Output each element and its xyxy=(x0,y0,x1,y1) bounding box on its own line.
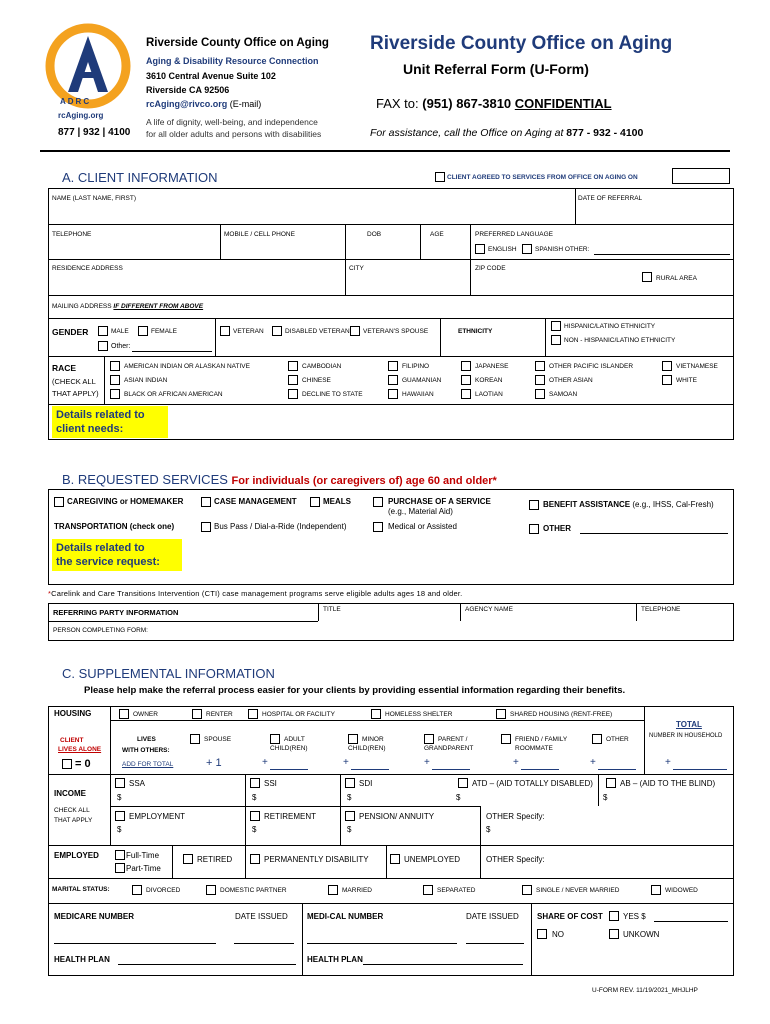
vietnamese-label: VIETNAMESE xyxy=(676,363,718,370)
retired-checkbox[interactable] xyxy=(183,854,193,864)
section-c-subtitle: Please help make the referral process easier for your clients by providing essential information regarding their benefits. xyxy=(84,685,626,696)
share-cost-label: SHARE OF COST xyxy=(537,912,603,921)
non-hispanic-label: NON - HISPANIC/LATINO ETHNICITY xyxy=(564,337,676,344)
header-divider xyxy=(40,150,730,152)
filipino-checkbox[interactable] xyxy=(388,361,398,371)
bus-pass-label: Bus Pass / Dial-a-Ride (Independent) xyxy=(214,522,347,531)
plus-minor: + xyxy=(343,757,349,768)
cambodian-checkbox[interactable] xyxy=(288,361,298,371)
female-checkbox[interactable] xyxy=(138,326,148,336)
amer-indian-checkbox[interactable] xyxy=(110,361,120,371)
decline-checkbox[interactable] xyxy=(288,389,298,399)
housing-label: HOUSING xyxy=(54,709,92,718)
title-col-label: TITLE xyxy=(323,606,341,613)
rural-label: RURAL AREA xyxy=(656,275,697,282)
friend-label: FRIEND / FAMILY xyxy=(515,736,568,743)
agency-label: AGENCY NAME xyxy=(465,606,513,613)
adult-label: ADULT xyxy=(284,736,305,743)
owner-label: OWNER xyxy=(133,711,158,718)
add-for-total-label: ADD FOR TOTAL xyxy=(122,761,174,768)
agreed-label: CLIENT AGREED TO SERVICES FROM OFFICE ON AGING ON xyxy=(447,174,638,181)
email-line: rcAging@rivco.org (E-mail) xyxy=(146,99,262,109)
benefit-checkbox[interactable] xyxy=(529,500,539,510)
date-referral-label: DATE OF REFERRAL xyxy=(578,195,643,202)
retirement-dollar: $ xyxy=(252,825,257,834)
income-other-dollar: $ xyxy=(486,825,491,834)
english-checkbox[interactable] xyxy=(475,244,485,254)
case-mgmt-label: CASE MANAGEMENT xyxy=(214,497,297,506)
health-plan-2-label: HEALTH PLAN xyxy=(307,955,363,964)
black-checkbox[interactable] xyxy=(110,389,120,399)
telephone-label: TELEPHONE xyxy=(52,231,92,238)
rural-checkbox[interactable] xyxy=(642,272,652,282)
soc-no-label: NO xyxy=(552,930,564,939)
city-label: CITY xyxy=(349,265,364,272)
meals-label: MEALS xyxy=(323,497,351,506)
number-household-label: NUMBER IN HOUSEHOLD xyxy=(649,733,723,739)
black-label: BLACK OR AFRICAN AMERICAN xyxy=(124,391,223,398)
race-check-all: (CHECK ALL xyxy=(52,377,96,386)
samoan-label: SAMOAN xyxy=(549,391,578,398)
address-line2: Riverside CA 92506 xyxy=(146,85,230,95)
disabled-veteran-checkbox[interactable] xyxy=(272,326,282,336)
renter-checkbox[interactable] xyxy=(192,709,202,719)
other-household-checkbox[interactable] xyxy=(592,734,602,744)
income-check-all: CHECK ALL xyxy=(54,807,90,814)
medical-assisted-checkbox[interactable] xyxy=(373,522,383,532)
mobile-label: MOBILE / CELL PHONE xyxy=(224,231,295,238)
soc-unknown-checkbox[interactable] xyxy=(609,929,619,939)
separated-label: SEPARATED xyxy=(437,887,476,894)
veterans-spouse-checkbox[interactable] xyxy=(350,326,360,336)
medi-cal-date-label: DATE ISSUED xyxy=(466,912,519,921)
service-request-input[interactable] xyxy=(186,541,730,581)
domestic-checkbox[interactable] xyxy=(206,885,216,895)
date-referral-input[interactable] xyxy=(578,206,728,222)
client-label: CLIENT xyxy=(60,737,84,744)
income-that-apply: THAT APPLY xyxy=(54,817,93,824)
soc-no-checkbox[interactable] xyxy=(537,929,547,939)
client-table xyxy=(48,188,734,440)
agreed-date-field[interactable] xyxy=(672,168,730,184)
plus-other: + xyxy=(590,757,596,768)
atd-label: ATD – (AID TOTALLY DISABLED) xyxy=(472,779,593,788)
hospital-checkbox[interactable] xyxy=(248,709,258,719)
widowed-label: WIDOWED xyxy=(665,887,698,894)
soc-yes-checkbox[interactable] xyxy=(609,911,619,921)
other-household-label: OTHER xyxy=(606,736,629,743)
zip-label: ZIP CODE xyxy=(475,265,506,272)
homeless-label: HOMELESS SHELTER xyxy=(385,711,453,718)
adult-children-label: CHILD(REN) xyxy=(270,745,308,752)
parent-checkbox[interactable] xyxy=(424,734,434,744)
cambodian-label: CAMBODIAN xyxy=(302,363,342,370)
adult-children-checkbox[interactable] xyxy=(270,734,280,744)
male-checkbox[interactable] xyxy=(98,326,108,336)
logo-web: rcAging.org xyxy=(58,111,104,120)
caregiving-checkbox[interactable] xyxy=(54,497,64,507)
laotian-checkbox[interactable] xyxy=(461,389,471,399)
veteran-checkbox[interactable] xyxy=(220,326,230,336)
ssi-checkbox[interactable] xyxy=(250,778,260,788)
other-pacific-checkbox[interactable] xyxy=(535,361,545,371)
plus-adult: + xyxy=(262,757,268,768)
eq-zero: = 0 xyxy=(75,758,91,770)
caregiving-label: CAREGIVING or HOMEMAKER xyxy=(67,497,184,506)
medicare-date-label: DATE ISSUED xyxy=(235,912,288,921)
ssi-label: SSI xyxy=(264,779,277,788)
employed-label: EMPLOYED xyxy=(54,851,99,860)
age-label: AGE xyxy=(430,231,444,238)
logo-text: ADRC xyxy=(60,97,92,106)
sdi-label: SDI xyxy=(359,779,373,788)
ab-label: AB – (AID TO THE BLIND) xyxy=(620,779,716,788)
referring-telephone-label: TELEPHONE xyxy=(641,606,681,613)
fax-line: FAX to: (951) 867-3810 CONFIDENTIAL xyxy=(376,96,612,111)
org-sub: Aging & Disability Resource Connection xyxy=(146,56,319,66)
purchase-label: PURCHASE OF A SERVICE xyxy=(388,497,491,506)
atd-checkbox[interactable] xyxy=(458,778,468,788)
minor-children-checkbox[interactable] xyxy=(348,734,358,744)
employed-other-label: OTHER Specify: xyxy=(486,855,545,864)
disabled-veteran-label: DISABLED VETERAN xyxy=(285,328,350,335)
asian-indian-label: ASIAN INDIAN xyxy=(124,377,168,384)
married-label: MARRIED xyxy=(342,887,372,894)
revision-footer: U-FORM REV. 11/19/2021_MHJLHP xyxy=(592,987,698,994)
gender-label: GENDER xyxy=(52,327,89,337)
section-c-title: C. SUPPLEMENTAL INFORMATION xyxy=(62,666,275,681)
section-b-title: B. REQUESTED SERVICES For individuals (or caregivers of) age 60 and older* xyxy=(62,472,497,487)
spanish-other-label: SPANISH OTHER: xyxy=(535,246,590,253)
retirement-checkbox[interactable] xyxy=(250,811,260,821)
chinese-label: CHINESE xyxy=(302,377,331,384)
japanese-label: JAPANESE xyxy=(475,363,509,370)
roommate-label: ROOMMATE xyxy=(515,745,553,752)
residence-label: RESIDENCE ADDRESS xyxy=(52,265,123,272)
meals-checkbox[interactable] xyxy=(310,497,320,507)
spanish-checkbox[interactable] xyxy=(522,244,532,254)
lives-alone-checkbox[interactable] xyxy=(62,759,72,769)
hawaiian-checkbox[interactable] xyxy=(388,389,398,399)
total-label: TOTAL xyxy=(676,720,702,729)
grandparent-label: GRANDPARENT xyxy=(424,745,474,752)
form-subtitle: Unit Referral Form (U-Form) xyxy=(403,61,589,77)
decline-label: DECLINE TO STATE xyxy=(302,391,363,398)
vietnamese-checkbox[interactable] xyxy=(662,361,672,371)
laotian-label: LAOTIAN xyxy=(475,391,503,398)
ethnicity-label: ETHNICITY xyxy=(458,328,493,335)
korean-label: KOREAN xyxy=(475,377,503,384)
domestic-label: DOMESTIC PARTNER xyxy=(220,887,287,894)
carelink-note: *Carelink and Care Transitions Intervention (CTI) case management programs serve eligible adults ages 18 and older. xyxy=(48,589,463,598)
soc-yes-label: YES $ xyxy=(623,912,646,921)
name-label: NAME (LAST NAME, FIRST) xyxy=(52,195,137,202)
korean-checkbox[interactable] xyxy=(461,375,471,385)
parent-label: PARENT / xyxy=(438,736,468,743)
lives-alone-label: LIVES ALONE xyxy=(58,746,102,753)
lives-label: LIVES xyxy=(137,736,156,743)
full-time-checkbox[interactable] xyxy=(115,850,125,860)
dob-label: DOB xyxy=(367,231,382,238)
org-name: Riverside County Office on Aging xyxy=(146,37,329,49)
income-other-label: OTHER Specify: xyxy=(486,812,545,821)
person-completing-label: PERSON COMPLETING FORM: xyxy=(53,627,148,634)
plus-total: + xyxy=(665,757,671,768)
income-label: INCOME xyxy=(54,789,86,798)
plus-parent: + xyxy=(424,757,430,768)
unemployed-label: UNEMPLOYED xyxy=(404,855,461,864)
non-hispanic-checkbox[interactable] xyxy=(551,335,561,345)
asian-indian-checkbox[interactable] xyxy=(110,375,120,385)
employment-dollar: $ xyxy=(117,825,122,834)
homeless-checkbox[interactable] xyxy=(371,709,381,719)
client-needs-input[interactable] xyxy=(172,408,730,438)
renter-label: RENTER xyxy=(206,711,233,718)
minor-children-label: CHILD(REN) xyxy=(348,745,386,752)
unemployed-checkbox[interactable] xyxy=(390,854,400,864)
married-checkbox[interactable] xyxy=(328,885,338,895)
part-time-checkbox[interactable] xyxy=(115,863,125,873)
male-label: MALE xyxy=(111,328,129,335)
tagline-2: for all older adults and persons with disabilities xyxy=(146,129,322,139)
client-needs-label: Details related to client needs: xyxy=(52,406,168,438)
agreed-checkbox[interactable] xyxy=(435,172,445,182)
pension-checkbox[interactable] xyxy=(345,811,355,821)
name-input[interactable] xyxy=(52,206,572,222)
ssa-label: SSA xyxy=(129,779,146,788)
shared-housing-label: SHARED HOUSING (RENT-FREE) xyxy=(510,711,613,718)
other-asian-checkbox[interactable] xyxy=(535,375,545,385)
service-request-label: Details related to the service request: xyxy=(52,539,182,571)
full-time-label: Full-Time xyxy=(126,851,160,860)
benefit-label: BENEFIT ASSISTANCE (e.g., IHSS, Cal-Fresh) xyxy=(543,500,714,509)
divorced-checkbox[interactable] xyxy=(132,885,142,895)
medi-cal-label: MEDI-CAL NUMBER xyxy=(307,912,384,921)
soc-unknown-label: UNKOWN xyxy=(623,930,660,939)
pension-label: PENSION/ ANNUITY xyxy=(359,812,435,821)
other-service-label: OTHER xyxy=(543,524,571,533)
single-checkbox[interactable] xyxy=(522,885,532,895)
part-time-label: Part-Time xyxy=(126,864,161,873)
ssi-dollar: $ xyxy=(252,793,257,802)
medicare-label: MEDICARE NUMBER xyxy=(54,912,134,921)
marital-label: MARITAL STATUS: xyxy=(52,886,110,893)
mailing-label: MAILING ADDRESS IF DIFFERENT FROM ABOVE xyxy=(52,303,204,310)
spouse-label: SPOUSE xyxy=(204,736,232,743)
health-plan-label: HEALTH PLAN xyxy=(54,955,110,964)
guamanian-checkbox[interactable] xyxy=(388,375,398,385)
chinese-checkbox[interactable] xyxy=(288,375,298,385)
white-label: WHITE xyxy=(676,377,697,384)
tagline-1: A life of dignity, well-being, and independence xyxy=(146,117,318,127)
sdi-checkbox[interactable] xyxy=(345,778,355,788)
perm-disability-checkbox[interactable] xyxy=(250,854,260,864)
owner-checkbox[interactable] xyxy=(119,709,129,719)
perm-disability-label: PERMANENTLY DISABILITY xyxy=(264,855,369,864)
form-title: Riverside County Office on Aging xyxy=(370,33,673,54)
referring-label: REFERRING PARTY INFORMATION xyxy=(53,608,179,617)
other-pacific-label: OTHER PACIFIC ISLANDER xyxy=(549,363,634,370)
bus-pass-checkbox[interactable] xyxy=(201,522,211,532)
single-label: SINGLE / NEVER MARRIED xyxy=(536,887,620,894)
employment-label: EMPLOYMENT xyxy=(129,812,186,821)
purchase-checkbox[interactable] xyxy=(373,497,383,507)
white-checkbox[interactable] xyxy=(662,375,672,385)
guamanian-label: GUAMANIAN xyxy=(402,377,442,384)
minor-label: MINOR xyxy=(362,736,384,743)
female-label: FEMALE xyxy=(151,328,178,335)
logo-phone: 877 | 932 | 4100 xyxy=(58,127,131,138)
pref-lang-label: PREFERRED LANGUAGE xyxy=(475,231,554,238)
other-gender-label: Other: xyxy=(111,343,131,350)
race-that-apply: THAT APPLY) xyxy=(52,389,99,398)
hispanic-checkbox[interactable] xyxy=(551,321,561,331)
retirement-label: RETIREMENT xyxy=(264,812,316,821)
spouse-checkbox[interactable] xyxy=(190,734,200,744)
race-label: RACE xyxy=(52,363,77,373)
veterans-spouse-label: VETERAN'S SPOUSE xyxy=(363,328,429,335)
filipino-label: FILIPINO xyxy=(402,363,430,370)
japanese-checkbox[interactable] xyxy=(461,361,471,371)
amer-indian-label: AMERICAN INDIAN OR ALASKAN NATIVE xyxy=(124,363,250,370)
english-label: ENGLISH xyxy=(488,246,517,253)
separated-checkbox[interactable] xyxy=(423,885,433,895)
veteran-label: VETERAN xyxy=(233,328,264,335)
plus-friend: + xyxy=(513,757,519,768)
retired-label: RETIRED xyxy=(197,855,233,864)
sdi-dollar: $ xyxy=(347,793,352,802)
ab-checkbox[interactable] xyxy=(606,778,616,788)
widowed-checkbox[interactable] xyxy=(651,885,661,895)
ssa-checkbox[interactable] xyxy=(115,778,125,788)
purchase-eg: (e.g., Material Aid) xyxy=(388,507,453,516)
ssa-dollar: $ xyxy=(117,793,122,802)
divorced-label: DIVORCED xyxy=(146,887,181,894)
section-a-title: A. CLIENT INFORMATION xyxy=(62,170,218,185)
friend-checkbox[interactable] xyxy=(501,734,511,744)
hospital-label: HOSPITAL OR FACILITY xyxy=(262,711,335,718)
hispanic-label: HISPANIC/LATINO ETHNICITY xyxy=(564,323,656,330)
atd-dollar: $ xyxy=(456,793,461,802)
other-gender-checkbox[interactable] xyxy=(98,341,108,351)
medical-assisted-label: Medical or Assisted xyxy=(388,522,457,531)
samoan-checkbox[interactable] xyxy=(535,389,545,399)
transport-label: TRANSPORTATION (check one) xyxy=(54,522,175,531)
pension-dollar: $ xyxy=(347,825,352,834)
address-line1: 3610 Central Avenue Suite 102 xyxy=(146,71,276,81)
other-service-checkbox[interactable] xyxy=(529,524,539,534)
hawaiian-label: HAWAIIAN xyxy=(402,391,434,398)
other-asian-label: OTHER ASIAN xyxy=(549,377,593,384)
employment-checkbox[interactable] xyxy=(115,811,125,821)
with-others-label: WITH OTHERS: xyxy=(122,747,170,754)
ab-dollar: $ xyxy=(603,793,608,802)
case-mgmt-checkbox[interactable] xyxy=(201,497,211,507)
assist-line: For assistance, call the Office on Aging at 877 - 932 - 4100 xyxy=(370,127,644,139)
shared-housing-checkbox[interactable] xyxy=(496,709,506,719)
plus-one: + 1 xyxy=(206,757,222,769)
